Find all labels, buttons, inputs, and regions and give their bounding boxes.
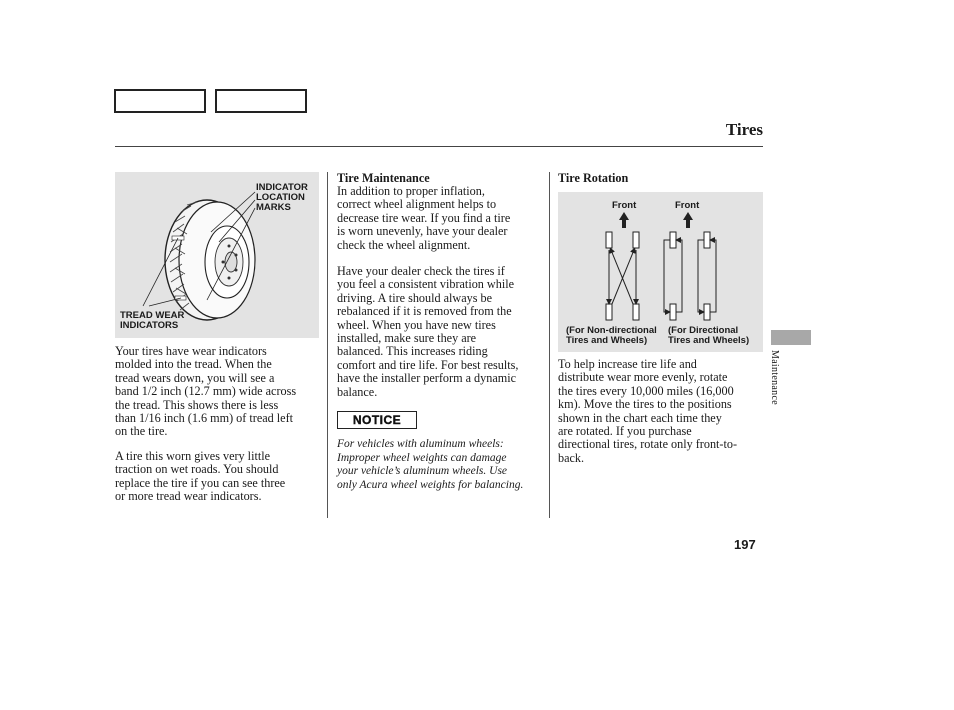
page-title: Tires — [725, 120, 763, 139]
worn-tire-paragraph: A tire this worn gives very little traction on wet roads. You should replace the tire if you can see three or more tread wear indicators. — [115, 449, 286, 504]
section-tab-marker — [771, 330, 811, 345]
column-divider-2 — [549, 172, 550, 518]
wear-indicator-paragraph: Your tires have wear indicators molded into the tread. When the tread wears down, you will see a band 1/2 inch (12.7 mm) wide across the tread. This shows there is less than 1/16 inch (1.6 mm) of tread left on the tire. — [115, 344, 297, 439]
indicator-location-label: INDICATOR LOCATION MARKS — [256, 182, 308, 213]
notice-heading: For vehicles with aluminum wheels: — [337, 438, 504, 450]
notice-label: NOTICE — [352, 413, 402, 427]
directional-caption: (For Directional Tires and Wheels) — [668, 325, 750, 346]
front-label-left: Front — [612, 200, 637, 211]
nav-box-left[interactable] — [114, 89, 206, 113]
balance-paragraph: Have your dealer check the tires if you feel a consistent vibration while driving. A tire should always be rebalanced if it is removed from the wheel. When you have new tires installed, make sure they are balanced. This increases riding comfort and tire life. For best results, have the installer perform a dynamic balance. — [337, 264, 519, 399]
column-divider-1 — [327, 172, 328, 518]
tire-rotation-figure — [558, 192, 763, 352]
tread-wear-label: TREAD WEAR INDICATORS — [120, 310, 185, 331]
notice-badge — [337, 411, 417, 429]
tire-wear-figure — [115, 172, 319, 338]
tire-rotation-heading: Tire Rotation — [558, 171, 629, 185]
alignment-paragraph: In addition to proper inflation, correct wheel alignment helps to decrease tire wear. If you find a tire is worn unevenly, have your dealer check the wheel alignment. — [337, 184, 511, 252]
section-tab-label: Maintenance — [769, 350, 780, 405]
nav-box-right[interactable] — [215, 89, 307, 113]
notice-text: Improper wheel weights can damage your vehicle’s aluminum wheels. Use only Acura wheel weights for balancing. — [337, 452, 524, 491]
header-rule — [115, 146, 763, 147]
front-label-right: Front — [675, 200, 700, 211]
non-directional-caption: (For Non-directional Tires and Wheels) — [566, 325, 657, 346]
tire-maintenance-heading: Tire Maintenance — [337, 171, 430, 185]
page-number: 197 — [734, 537, 756, 552]
rotation-paragraph: To help increase tire life and distribute wear more evenly, rotate the tires every 10,000 miles (16,000 km). Move the tires to the positions shown in the chart each time they are rotated. If you purchase directional tires, rotate only front-to- back. — [558, 357, 738, 465]
